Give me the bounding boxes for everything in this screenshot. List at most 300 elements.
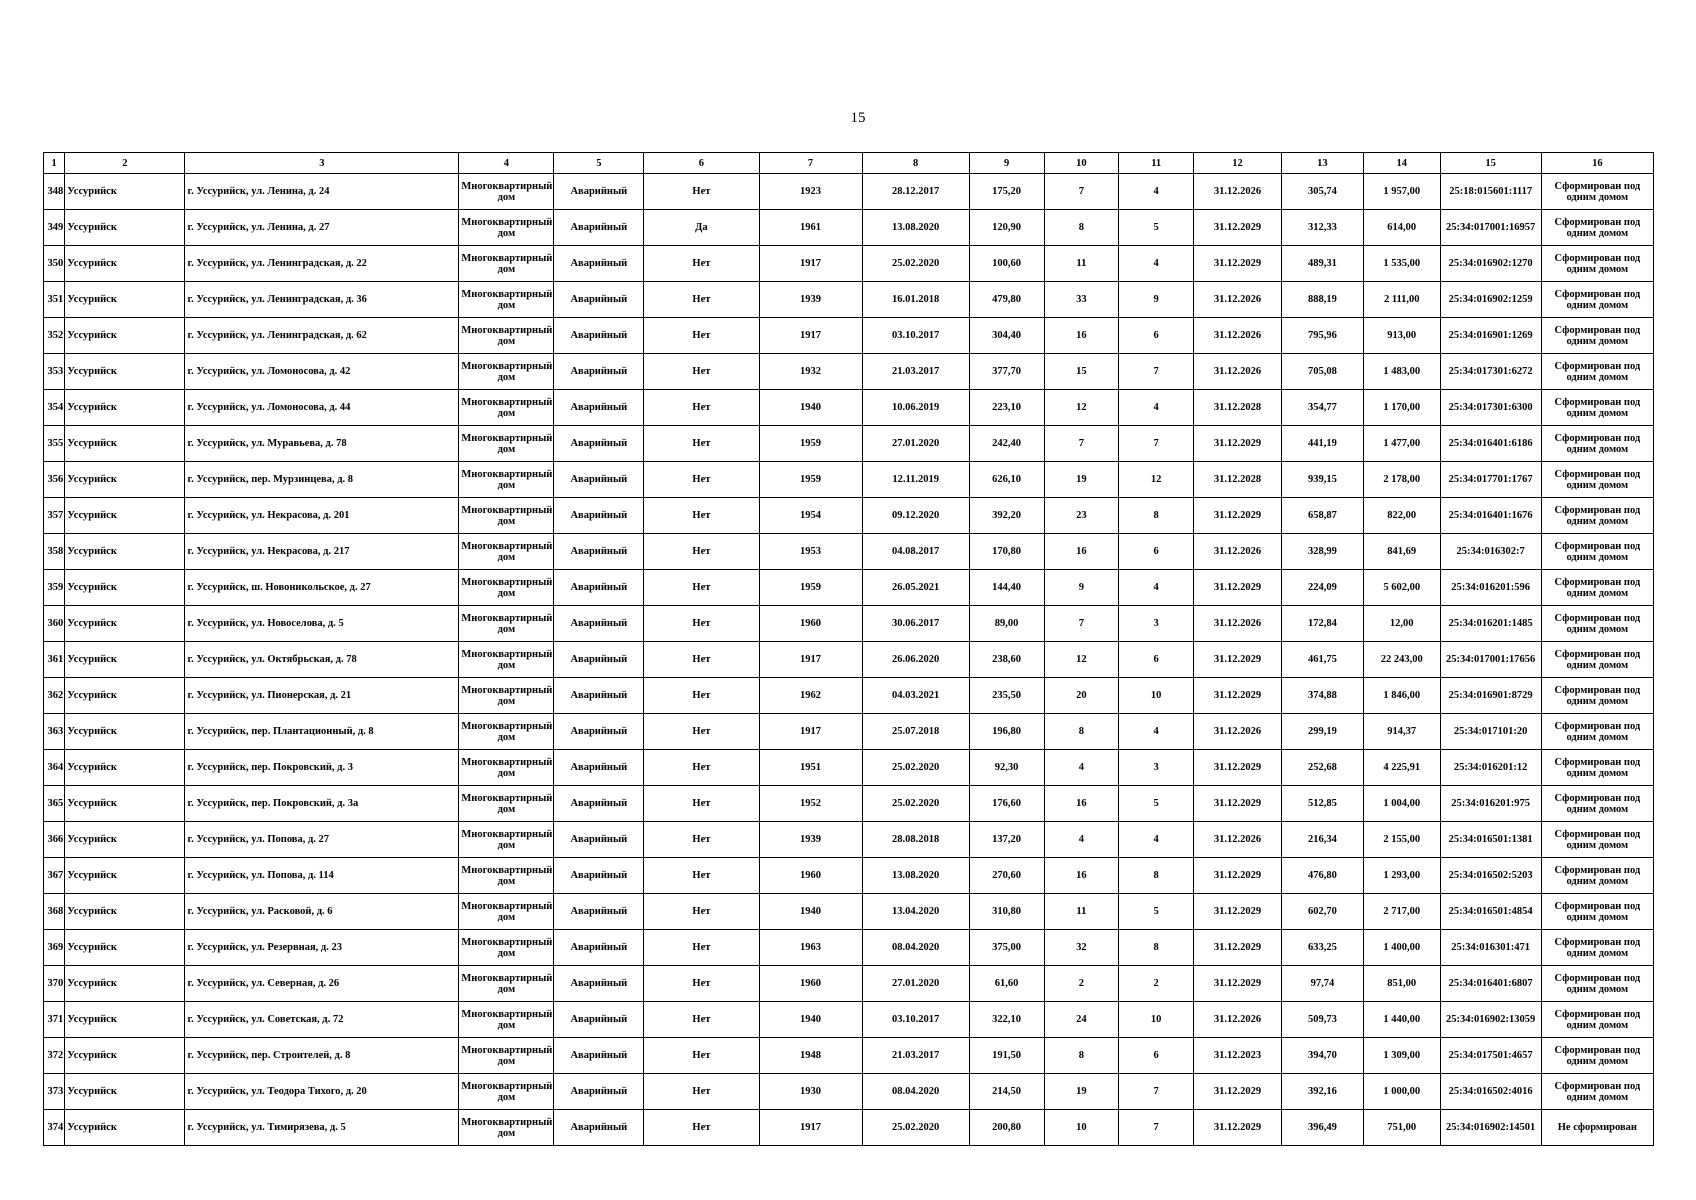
cadastral-cell: 25:34:017001:17656 (1440, 642, 1541, 678)
col11-cell: 5 (1119, 210, 1194, 246)
deadline-cell: 31.12.2029 (1194, 966, 1282, 1002)
city-cell: Уссурийск (65, 318, 185, 354)
row-number: 348 (44, 174, 65, 210)
condition-cell: Аварийный (554, 1038, 644, 1074)
flag-cell: Нет (644, 462, 759, 498)
col11-cell: 4 (1119, 822, 1194, 858)
date-cell: 25.02.2020 (862, 246, 969, 282)
col10-cell: 7 (1044, 174, 1119, 210)
col14-cell: 4 225,91 (1363, 750, 1440, 786)
row-number: 368 (44, 894, 65, 930)
col10-cell: 15 (1044, 354, 1119, 390)
date-cell: 26.06.2020 (862, 642, 969, 678)
deadline-cell: 31.12.2029 (1194, 498, 1282, 534)
col14-cell: 2 155,00 (1363, 822, 1440, 858)
year-cell: 1917 (759, 714, 862, 750)
table-row (44, 210, 1654, 246)
col11-cell: 12 (1119, 462, 1194, 498)
cadastral-cell: 25:34:016902:14501 (1440, 1110, 1541, 1146)
area-cell: 92,30 (969, 750, 1044, 786)
date-cell: 09.12.2020 (862, 498, 969, 534)
city-cell: Уссурийск (65, 426, 185, 462)
table-row (44, 282, 1654, 318)
area-cell: 304,40 (969, 318, 1044, 354)
flag-cell: Нет (644, 354, 759, 390)
status-cell: Сформирован под одним домом (1541, 534, 1653, 570)
condition-cell: Аварийный (554, 462, 644, 498)
area-cell: 322,10 (969, 1002, 1044, 1038)
city-cell: Уссурийск (65, 570, 185, 606)
city-cell: Уссурийск (65, 1002, 185, 1038)
column-header: 6 (644, 153, 759, 174)
col14-cell: 1 957,00 (1363, 174, 1440, 210)
city-cell: Уссурийск (65, 498, 185, 534)
status-cell: Сформирован под одним домом (1541, 822, 1653, 858)
year-cell: 1951 (759, 750, 862, 786)
area-cell: 479,80 (969, 282, 1044, 318)
col13-cell: 512,85 (1281, 786, 1363, 822)
city-cell: Уссурийск (65, 606, 185, 642)
col14-cell: 5 602,00 (1363, 570, 1440, 606)
year-cell: 1940 (759, 1002, 862, 1038)
cadastral-cell: 25:34:016201:12 (1440, 750, 1541, 786)
table-row (44, 1002, 1654, 1038)
cadastral-cell: 25:34:016201:596 (1440, 570, 1541, 606)
table-body (44, 174, 1654, 1146)
deadline-cell: 31.12.2029 (1194, 858, 1282, 894)
date-cell: 16.01.2018 (862, 282, 969, 318)
address-cell: г. Уссурийск, ул. Пионерская, д. 21 (185, 678, 459, 714)
col13-cell: 461,75 (1281, 642, 1363, 678)
col14-cell: 2 178,00 (1363, 462, 1440, 498)
table-row (44, 750, 1654, 786)
col10-cell: 12 (1044, 642, 1119, 678)
building-type-cell: Многоквартирный дом (459, 642, 554, 678)
address-cell: г. Уссурийск, ул. Новоселова, д. 5 (185, 606, 459, 642)
table-row (44, 246, 1654, 282)
city-cell: Уссурийск (65, 678, 185, 714)
year-cell: 1960 (759, 966, 862, 1002)
year-cell: 1954 (759, 498, 862, 534)
table-row (44, 390, 1654, 426)
row-number: 372 (44, 1038, 65, 1074)
address-cell: г. Уссурийск, ул. Расковой, д. 6 (185, 894, 459, 930)
col11-cell: 6 (1119, 534, 1194, 570)
address-cell: г. Уссурийск, ул. Советская, д. 72 (185, 1002, 459, 1038)
col10-cell: 33 (1044, 282, 1119, 318)
col10-cell: 11 (1044, 246, 1119, 282)
date-cell: 27.01.2020 (862, 966, 969, 1002)
table-row (44, 642, 1654, 678)
col11-cell: 10 (1119, 1002, 1194, 1038)
col13-cell: 354,77 (1281, 390, 1363, 426)
deadline-cell: 31.12.2029 (1194, 1110, 1282, 1146)
col11-cell: 8 (1119, 930, 1194, 966)
col10-cell: 16 (1044, 786, 1119, 822)
building-type-cell: Многоквартирный дом (459, 750, 554, 786)
area-cell: 235,50 (969, 678, 1044, 714)
status-cell: Сформирован под одним домом (1541, 678, 1653, 714)
status-cell: Сформирован под одним домом (1541, 606, 1653, 642)
status-cell: Сформирован под одним домом (1541, 642, 1653, 678)
date-cell: 28.12.2017 (862, 174, 969, 210)
condition-cell: Аварийный (554, 1002, 644, 1038)
year-cell: 1953 (759, 534, 862, 570)
flag-cell: Нет (644, 930, 759, 966)
area-cell: 120,90 (969, 210, 1044, 246)
row-number: 358 (44, 534, 65, 570)
column-header: 12 (1194, 153, 1282, 174)
col11-cell: 9 (1119, 282, 1194, 318)
date-cell: 25.02.2020 (862, 750, 969, 786)
table-row (44, 354, 1654, 390)
building-type-cell: Многоквартирный дом (459, 858, 554, 894)
col13-cell: 172,84 (1281, 606, 1363, 642)
condition-cell: Аварийный (554, 174, 644, 210)
col11-cell: 8 (1119, 498, 1194, 534)
col11-cell: 6 (1119, 1038, 1194, 1074)
deadline-cell: 31.12.2029 (1194, 750, 1282, 786)
status-cell: Сформирован под одним домом (1541, 714, 1653, 750)
building-type-cell: Многоквартирный дом (459, 1074, 554, 1110)
condition-cell: Аварийный (554, 930, 644, 966)
page-number: 15 (850, 110, 866, 126)
city-cell: Уссурийск (65, 462, 185, 498)
building-type-cell: Многоквартирный дом (459, 246, 554, 282)
column-header: 3 (185, 153, 459, 174)
deadline-cell: 31.12.2029 (1194, 1074, 1282, 1110)
col13-cell: 252,68 (1281, 750, 1363, 786)
deadline-cell: 31.12.2029 (1194, 894, 1282, 930)
col14-cell: 1 170,00 (1363, 390, 1440, 426)
address-cell: г. Уссурийск, пер. Мурзинцева, д. 8 (185, 462, 459, 498)
deadline-cell: 31.12.2026 (1194, 606, 1282, 642)
deadline-cell: 31.12.2026 (1194, 1002, 1282, 1038)
deadline-cell: 31.12.2029 (1194, 246, 1282, 282)
col14-cell: 851,00 (1363, 966, 1440, 1002)
status-cell: Сформирован под одним домом (1541, 1074, 1653, 1110)
col13-cell: 394,70 (1281, 1038, 1363, 1074)
col13-cell: 658,87 (1281, 498, 1363, 534)
date-cell: 08.04.2020 (862, 1074, 969, 1110)
col13-cell: 312,33 (1281, 210, 1363, 246)
row-number: 361 (44, 642, 65, 678)
condition-cell: Аварийный (554, 606, 644, 642)
col14-cell: 2 111,00 (1363, 282, 1440, 318)
deadline-cell: 31.12.2029 (1194, 786, 1282, 822)
status-cell: Сформирован под одним домом (1541, 462, 1653, 498)
area-cell: 196,80 (969, 714, 1044, 750)
status-cell: Сформирован под одним домом (1541, 786, 1653, 822)
row-number: 353 (44, 354, 65, 390)
col14-cell: 1 535,00 (1363, 246, 1440, 282)
cadastral-cell: 25:34:016902:13059 (1440, 1002, 1541, 1038)
year-cell: 1917 (759, 1110, 862, 1146)
year-cell: 1959 (759, 426, 862, 462)
col13-cell: 374,88 (1281, 678, 1363, 714)
year-cell: 1932 (759, 354, 862, 390)
date-cell: 03.10.2017 (862, 318, 969, 354)
row-number: 370 (44, 966, 65, 1002)
cadastral-cell: 25:34:016902:1270 (1440, 246, 1541, 282)
address-cell: г. Уссурийск, ул. Попова, д. 114 (185, 858, 459, 894)
col10-cell: 2 (1044, 966, 1119, 1002)
table-row (44, 1074, 1654, 1110)
deadline-cell: 31.12.2029 (1194, 642, 1282, 678)
row-number: 359 (44, 570, 65, 606)
date-cell: 25.02.2020 (862, 1110, 969, 1146)
status-cell: Сформирован под одним домом (1541, 318, 1653, 354)
flag-cell: Да (644, 210, 759, 246)
date-cell: 21.03.2017 (862, 1038, 969, 1074)
address-cell: г. Уссурийск, пер. Покровский, д. 3а (185, 786, 459, 822)
building-type-cell: Многоквартирный дом (459, 462, 554, 498)
col14-cell: 1 309,00 (1363, 1038, 1440, 1074)
building-type-cell: Многоквартирный дом (459, 966, 554, 1002)
column-header: 4 (459, 153, 554, 174)
year-cell: 1960 (759, 858, 862, 894)
address-cell: г. Уссурийск, ул. Северная, д. 26 (185, 966, 459, 1002)
status-cell: Сформирован под одним домом (1541, 894, 1653, 930)
col10-cell: 23 (1044, 498, 1119, 534)
col13-cell: 489,31 (1281, 246, 1363, 282)
col10-cell: 8 (1044, 714, 1119, 750)
col14-cell: 751,00 (1363, 1110, 1440, 1146)
condition-cell: Аварийный (554, 390, 644, 426)
city-cell: Уссурийск (65, 390, 185, 426)
deadline-cell: 31.12.2023 (1194, 1038, 1282, 1074)
header-row (44, 153, 1654, 174)
condition-cell: Аварийный (554, 822, 644, 858)
col11-cell: 3 (1119, 750, 1194, 786)
area-cell: 89,00 (969, 606, 1044, 642)
status-cell: Сформирован под одним домом (1541, 966, 1653, 1002)
city-cell: Уссурийск (65, 1074, 185, 1110)
col13-cell: 476,80 (1281, 858, 1363, 894)
deadline-cell: 31.12.2029 (1194, 930, 1282, 966)
condition-cell: Аварийный (554, 714, 644, 750)
address-cell: г. Уссурийск, ул. Ленина, д. 27 (185, 210, 459, 246)
condition-cell: Аварийный (554, 1110, 644, 1146)
col11-cell: 4 (1119, 570, 1194, 606)
table-row (44, 930, 1654, 966)
building-type-cell: Многоквартирный дом (459, 174, 554, 210)
table-row (44, 498, 1654, 534)
address-cell: г. Уссурийск, ул. Некрасова, д. 217 (185, 534, 459, 570)
status-cell: Сформирован под одним домом (1541, 750, 1653, 786)
area-cell: 137,20 (969, 822, 1044, 858)
year-cell: 1960 (759, 606, 862, 642)
cadastral-cell: 25:18:015601:1117 (1440, 174, 1541, 210)
col10-cell: 4 (1044, 822, 1119, 858)
status-cell: Сформирован под одним домом (1541, 930, 1653, 966)
city-cell: Уссурийск (65, 822, 185, 858)
column-header: 2 (65, 153, 185, 174)
cadastral-cell: 25:34:016201:1485 (1440, 606, 1541, 642)
cadastral-cell: 25:34:016502:4016 (1440, 1074, 1541, 1110)
flag-cell: Нет (644, 714, 759, 750)
building-type-cell: Многоквартирный дом (459, 678, 554, 714)
area-cell: 626,10 (969, 462, 1044, 498)
col14-cell: 841,69 (1363, 534, 1440, 570)
col14-cell: 822,00 (1363, 498, 1440, 534)
year-cell: 1917 (759, 642, 862, 678)
col11-cell: 4 (1119, 714, 1194, 750)
address-cell: г. Уссурийск, ул. Попова, д. 27 (185, 822, 459, 858)
col10-cell: 10 (1044, 1110, 1119, 1146)
condition-cell: Аварийный (554, 498, 644, 534)
status-cell: Сформирован под одним домом (1541, 390, 1653, 426)
building-type-cell: Многоквартирный дом (459, 1038, 554, 1074)
date-cell: 13.04.2020 (862, 894, 969, 930)
date-cell: 25.07.2018 (862, 714, 969, 750)
date-cell: 12.11.2019 (862, 462, 969, 498)
table-row (44, 606, 1654, 642)
address-cell: г. Уссурийск, ул. Ломоносова, д. 44 (185, 390, 459, 426)
condition-cell: Аварийный (554, 318, 644, 354)
address-cell: г. Уссурийск, ул. Ленинградская, д. 22 (185, 246, 459, 282)
row-number: 371 (44, 1002, 65, 1038)
flag-cell: Нет (644, 1038, 759, 1074)
date-cell: 25.02.2020 (862, 786, 969, 822)
row-number: 357 (44, 498, 65, 534)
status-cell: Сформирован под одним домом (1541, 354, 1653, 390)
row-number: 363 (44, 714, 65, 750)
area-cell: 170,80 (969, 534, 1044, 570)
col13-cell: 396,49 (1281, 1110, 1363, 1146)
deadline-cell: 31.12.2026 (1194, 534, 1282, 570)
building-type-cell: Многоквартирный дом (459, 318, 554, 354)
flag-cell: Нет (644, 498, 759, 534)
cadastral-cell: 25:34:017501:4657 (1440, 1038, 1541, 1074)
row-number: 362 (44, 678, 65, 714)
col14-cell: 22 243,00 (1363, 642, 1440, 678)
column-header: 1 (44, 153, 65, 174)
area-cell: 214,50 (969, 1074, 1044, 1110)
address-cell: г. Уссурийск, ул. Ленинградская, д. 62 (185, 318, 459, 354)
year-cell: 1939 (759, 822, 862, 858)
building-type-cell: Многоквартирный дом (459, 930, 554, 966)
city-cell: Уссурийск (65, 642, 185, 678)
flag-cell: Нет (644, 606, 759, 642)
deadline-cell: 31.12.2026 (1194, 714, 1282, 750)
table-row (44, 858, 1654, 894)
area-cell: 377,70 (969, 354, 1044, 390)
flag-cell: Нет (644, 426, 759, 462)
deadline-cell: 31.12.2029 (1194, 678, 1282, 714)
cadastral-cell: 25:34:016502:5203 (1440, 858, 1541, 894)
address-cell: г. Уссурийск, ул. Тимирязева, д. 5 (185, 1110, 459, 1146)
row-number: 360 (44, 606, 65, 642)
col11-cell: 2 (1119, 966, 1194, 1002)
col10-cell: 8 (1044, 1038, 1119, 1074)
col11-cell: 4 (1119, 390, 1194, 426)
flag-cell: Нет (644, 282, 759, 318)
building-type-cell: Многоквартирный дом (459, 894, 554, 930)
col11-cell: 3 (1119, 606, 1194, 642)
flag-cell: Нет (644, 534, 759, 570)
area-cell: 242,40 (969, 426, 1044, 462)
deadline-cell: 31.12.2028 (1194, 462, 1282, 498)
col13-cell: 509,73 (1281, 1002, 1363, 1038)
year-cell: 1961 (759, 210, 862, 246)
col14-cell: 2 717,00 (1363, 894, 1440, 930)
year-cell: 1959 (759, 462, 862, 498)
column-header: 14 (1363, 153, 1440, 174)
area-cell: 175,20 (969, 174, 1044, 210)
row-number: 367 (44, 858, 65, 894)
row-number: 354 (44, 390, 65, 426)
city-cell: Уссурийск (65, 858, 185, 894)
col13-cell: 216,34 (1281, 822, 1363, 858)
table-row (44, 318, 1654, 354)
address-cell: г. Уссурийск, ул. Резервная, д. 23 (185, 930, 459, 966)
status-cell: Сформирован под одним домом (1541, 498, 1653, 534)
col10-cell: 8 (1044, 210, 1119, 246)
row-number: 369 (44, 930, 65, 966)
table-row (44, 462, 1654, 498)
flag-cell: Нет (644, 1002, 759, 1038)
col13-cell: 97,74 (1281, 966, 1363, 1002)
col11-cell: 7 (1119, 426, 1194, 462)
deadline-cell: 31.12.2026 (1194, 354, 1282, 390)
deadline-cell: 31.12.2029 (1194, 210, 1282, 246)
col10-cell: 11 (1044, 894, 1119, 930)
col11-cell: 10 (1119, 678, 1194, 714)
col10-cell: 16 (1044, 318, 1119, 354)
col13-cell: 888,19 (1281, 282, 1363, 318)
row-number: 356 (44, 462, 65, 498)
row-number: 374 (44, 1110, 65, 1146)
cadastral-cell: 25:34:016501:1381 (1440, 822, 1541, 858)
city-cell: Уссурийск (65, 174, 185, 210)
cadastral-cell: 25:34:017101:20 (1440, 714, 1541, 750)
col13-cell: 705,08 (1281, 354, 1363, 390)
deadline-cell: 31.12.2026 (1194, 318, 1282, 354)
date-cell: 13.08.2020 (862, 210, 969, 246)
column-header: 10 (1044, 153, 1119, 174)
city-cell: Уссурийск (65, 210, 185, 246)
condition-cell: Аварийный (554, 534, 644, 570)
cadastral-cell: 25:34:016902:1259 (1440, 282, 1541, 318)
address-cell: г. Уссурийск, ул. Октябрьская, д. 78 (185, 642, 459, 678)
column-header: 5 (554, 153, 644, 174)
city-cell: Уссурийск (65, 1038, 185, 1074)
condition-cell: Аварийный (554, 966, 644, 1002)
flag-cell: Нет (644, 1110, 759, 1146)
area-cell: 191,50 (969, 1038, 1044, 1074)
address-cell: г. Уссурийск, ул. Теодора Тихого, д. 20 (185, 1074, 459, 1110)
registry-table (43, 152, 1654, 1146)
table-row (44, 966, 1654, 1002)
table-row (44, 822, 1654, 858)
address-cell: г. Уссурийск, ул. Муравьева, д. 78 (185, 426, 459, 462)
flag-cell: Нет (644, 246, 759, 282)
row-number: 373 (44, 1074, 65, 1110)
col13-cell: 299,19 (1281, 714, 1363, 750)
cadastral-cell: 25:34:016302:7 (1440, 534, 1541, 570)
cadastral-cell: 25:34:016901:8729 (1440, 678, 1541, 714)
condition-cell: Аварийный (554, 1074, 644, 1110)
building-type-cell: Многоквартирный дом (459, 822, 554, 858)
row-number: 349 (44, 210, 65, 246)
table-row (44, 534, 1654, 570)
deadline-cell: 31.12.2029 (1194, 426, 1282, 462)
column-header: 9 (969, 153, 1044, 174)
row-number: 366 (44, 822, 65, 858)
col13-cell: 633,25 (1281, 930, 1363, 966)
flag-cell: Нет (644, 750, 759, 786)
